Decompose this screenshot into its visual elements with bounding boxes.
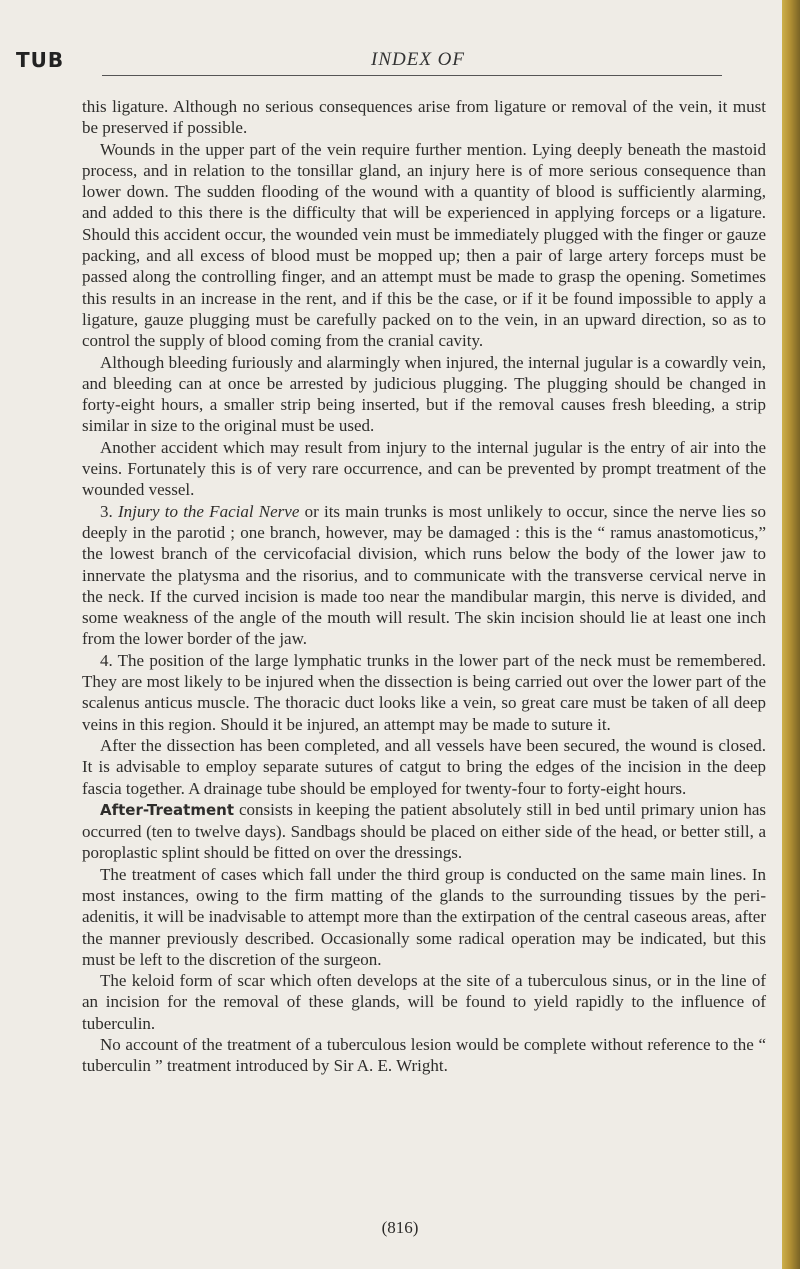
gilt-page-edge bbox=[782, 0, 800, 1269]
paragraph: 4. The position of the large lymphatic trunks in the lower part of the neck must be remembered. They are most likely to be injured when the dissection is being carried out over the lower part of the scalenus anticus muscle. The thoracic duct looks like a vein, so great care must be taken of all deep veins in this region. Should it be injured, an attempt may be made to suture it. bbox=[82, 650, 766, 734]
index-title: INDEX OF bbox=[371, 49, 466, 70]
paragraph-text: consists in keeping the patient absolutely still in bed until primary union has occurred (ten to twelve days). Sandbags should be placed on either side of the head, or better still, a poroplastic splint should be fitted on over the dressings. bbox=[82, 799, 766, 863]
running-head: TUB bbox=[16, 48, 65, 72]
header-rule bbox=[102, 75, 722, 76]
item-number: 3. bbox=[100, 501, 113, 521]
page-header bbox=[16, 48, 776, 88]
paragraph: this ligature. Although no serious consequences arise from ligature or removal of the vein, it must be preserved if possible. bbox=[82, 97, 766, 138]
paragraph: Another accident which may result from injury to the internal jugular is the entry of air into the veins. Fortunately this is of very rare occurrence, and can be prevented by prompt treatment of the wounded vessel. bbox=[82, 437, 766, 500]
paragraph: Wounds in the upper part of the vein require further mention. Lying deeply beneath the mastoid process, and in relation to the tonsillar gland, an injury here is of more serious consequence than lower down. The sudden flooding of the wound with a quantity of blood is sufficiently alarming, and added to this there is the difficulty that will be experienced in applying forceps or a ligature. Should this accident occur, the wounded vein must be immediately plugged with the finger or gauze packing, and all excess of blood must be mopped up; then a pair of large artery forceps must be passed along the controlling finger, and an attempt must be made to grasp the opening. Sometimes this results in an increase in the rent, and if this be the case, or if it be found impossible to apply a ligature, gauze plugging must be carefully packed on to the vein, in an upward direction, so as to control the supply of blood coming from the cranial cavity. bbox=[82, 139, 766, 351]
bold-heading: After-Treatment bbox=[100, 800, 234, 819]
italic-heading: Injury to the Facial Nerve bbox=[117, 501, 300, 521]
paragraph: After the dissection has been completed, and all vessels have been secured, the wound is closed. It is advisable to employ separate sutures of catgut to bring the edges of the incision in the deep fascia together. A drainage tube should be employed for twenty-four to forty-eight hours. bbox=[82, 735, 766, 798]
page-number: (816) bbox=[381, 1218, 419, 1237]
paragraph-after-treatment bbox=[82, 799, 766, 864]
paragraph: The treatment of cases which fall under the third group is conducted on the same main lines. In most instances, owing to the firm matting of the glands to the surrounding tissues by the peri-adenitis, it will be inadvisable to attempt more than the extirpation of the central caseous areas, after the manner previously described. Occasionally some radical operation may be indicated, but this must be left to the discretion of the surgeon. bbox=[82, 864, 766, 969]
paragraph-text: or its main trunks is most unlikely to occur, since the nerve lies so deeply in the parotid ; one branch, however, may be damaged : this is the “ ramus anastomoticus,” the lowest branch of the cervicofacial division, which runs below the body of the lower jaw to innervate the platysma and the risorius, and to communicate with the transverse cervical nerve in the neck. If the curved incision is made too near the mandibular margin, this nerve is divided, and some weakness of the angle of the mouth will result. The skin incision should lie at least one inch from the lower border of the jaw. bbox=[82, 501, 766, 649]
paragraph: Although bleeding furiously and alarmingly when injured, the internal jugular is a cowardly vein, and bleeding can at once be arrested by judicious plugging. The plugging should be changed in forty-eight hours, a smaller strip being inserted, but if the removal causes fresh bleeding, a strip similar in size to the original must be used. bbox=[82, 352, 766, 436]
body-text bbox=[82, 96, 766, 1077]
paragraph: No account of the treatment of a tuberculous lesion would be complete without reference to the “ tuberculin ” treatment introduced by Sir A. E. Wright. bbox=[82, 1035, 766, 1076]
paragraph-facial-nerve bbox=[82, 501, 766, 650]
paragraph: The keloid form of scar which often develops at the site of a tuberculous sinus, or in the line of an incision for the removal of these glands, will be found to yield rapidly to the influence of tuberculin. bbox=[82, 971, 766, 1033]
